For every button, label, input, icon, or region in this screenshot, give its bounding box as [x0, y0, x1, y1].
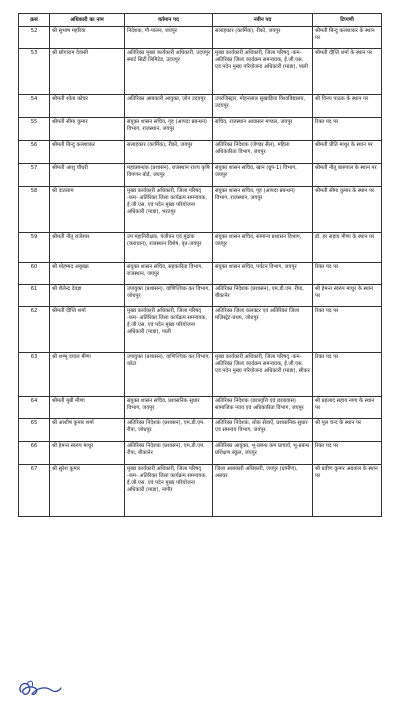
row-current-post: अतिरिक्त मुख्य कार्यकारी अधिकारी, उदयपुर स्मार्ट सिटी लिमिटेड, उदयपुर	[125, 49, 213, 95]
table-row	[19, 187, 382, 233]
row-current-post: मुख्य कार्यकारी अधिकारी, जिला परिषद् -कम- अतिरिक्त जिला कार्यक्रम समन्वयक, ई.जी.एस. एवं पदेन मुख्य परियोजना अधिकारी (माडा), भरतपुर	[125, 187, 213, 233]
row-current-post: संयुक्त शासन सचिव, गृह (आपदा प्रबन्धन) विभाग, राजस्थान, जयपुर	[125, 118, 213, 141]
table-row	[19, 353, 382, 397]
header-current-post: वर्तमान पद	[125, 14, 213, 27]
table-row	[19, 95, 382, 118]
table-row	[19, 164, 382, 187]
row-officer-name: श्रीमती सीमा कुमार	[50, 118, 125, 141]
row-serial: 52	[19, 27, 50, 49]
row-officer-name: श्रीमती बिन्दु कलशाकर	[50, 141, 125, 164]
row-current-post: उप महानिरीक्षक, पंजीयन एवं मुद्रांक (कराधान), राजस्थान विशेष, वृत-जयपुर	[125, 233, 213, 263]
row-officer-name: श्री मोहम्मद अबूबक्र	[50, 263, 125, 285]
row-new-post: संयुक्त शासन सचिव, पर्यटन विभाग, जयपुर	[213, 263, 313, 285]
row-new-post: मुख्य कार्यकारी अधिकारी, जिला परिषद् -कम- अतिरिक्त जिला कार्यक्रम समन्वयक, ई.जी.एस. एवं पदेन मुख्य परियोजना अधिकारी (माडा), पाली	[213, 49, 313, 95]
table-row	[19, 141, 382, 164]
header-remark: टिप्पणी	[313, 14, 382, 27]
header-row	[19, 14, 382, 27]
row-remark: श्री प्रहलाद सहाय नागा के स्थान पर	[313, 397, 382, 419]
row-current-post: उपायुक्त (प्रशासन), वाणिज्यिक कर विभाग, कोटा	[125, 353, 213, 397]
row-new-post: उपरजिस्ट्रार, मोहनलाल सुखाड़िया विश्वविद्यालय, उदयपुर	[213, 95, 313, 118]
row-remark: श्रीमती बिन्दु कलशाकर के स्थान पर	[313, 27, 382, 49]
row-remark: श्री विनय पाठक के स्थान पर	[313, 95, 382, 118]
row-officer-name: श्री शम्भू दयाल मीणा	[50, 353, 125, 397]
row-current-post: अतिरिक्त निदेशक (प्रशासन), एम.डी.एम. रीपा, बीकानेर	[125, 442, 213, 465]
row-serial: 60	[19, 263, 50, 285]
transfer-order-page	[18, 13, 381, 517]
row-serial: 63	[19, 353, 50, 397]
row-new-post: अतिरिक्त निदेशक (छात्रवृत्ति एवं छात्रावास) सामाजिक न्याय एवं अधिकारिता विभाग, जयपुर	[213, 397, 313, 419]
table-row	[19, 285, 382, 307]
row-serial: 62	[19, 307, 50, 353]
row-new-post: संयुक्त शासन सचिव, गृह (आपदा प्रबन्धन) विभाग, राजस्थान, जयपुर	[213, 187, 313, 233]
row-remark: रिक्त पद पर	[313, 353, 382, 397]
row-current-post: सलाहकार (कार्मिक), रीको, जयपुर	[125, 141, 213, 164]
row-remark: श्रीमती दीप्ति शर्मा के स्थान पर	[313, 49, 382, 95]
row-new-post: संयुक्त शासन सचिव, सामान्य प्रशासन विभाग, जयपुर	[213, 233, 313, 263]
table-row	[19, 49, 382, 95]
row-current-post: संयुक्त शासन सचिव, सहकारिता विभाग, राजस्थान, जयपुर	[125, 263, 213, 285]
row-new-post: अतिरिक्त जिला कलक्टर एवं अतिरिक्त जिला मजिस्ट्रेट-प्रथम, जोधपुर	[213, 307, 313, 353]
row-officer-name: श्री सुभाष महरिया	[50, 27, 125, 49]
row-serial: 56	[19, 141, 50, 164]
header-officer-name: अधिकारी का नाम	[50, 14, 125, 27]
row-remark: रिक्त पद पर	[313, 118, 382, 141]
table-row	[19, 397, 382, 419]
row-officer-name: श्री आशीष कुमार शर्मा	[50, 419, 125, 442]
transfer-table	[18, 13, 382, 517]
row-officer-name: श्रीमती आशु चौधरी	[50, 164, 125, 187]
row-officer-name: श्री शैलेन्द्र देवड़ा	[50, 285, 125, 307]
signature-mark	[15, 676, 65, 702]
row-remark: रिक्त पद पर	[313, 442, 382, 465]
row-remark: श्री हेमन्त स्वरुप माथुर के स्थान पर	[313, 285, 382, 307]
row-remark: रिक्त पद पर	[313, 263, 382, 285]
table-row	[19, 419, 382, 442]
row-officer-name: श्री सुरेश कुमार	[50, 465, 125, 517]
row-serial: 64	[19, 397, 50, 419]
header-serial: क्रसं	[19, 14, 50, 27]
row-new-post: अतिरिक्त आयुक्त, भू-प्रबन्ध कम प्राचार्य, भू-प्रबन्ध प्रशिक्षण स्कूल, जयपुर	[213, 442, 313, 465]
row-remark: श्री प्रवीण कुमार अग्रवाल के स्थान पर	[313, 465, 382, 517]
row-serial: 58	[19, 187, 50, 233]
row-serial: 65	[19, 419, 50, 442]
row-officer-name: श्रीमती नीतू राजेश्वर	[50, 233, 125, 263]
table-body	[19, 27, 382, 517]
row-remark: श्रीमती प्रीति माथुर के स्थान पर	[313, 141, 382, 164]
row-remark: डॉ. हर सहाय मीणा के स्थान पर	[313, 233, 382, 263]
table-row	[19, 442, 382, 465]
row-new-post: सलाहकार (कार्मिक), रीको, जयपुर	[213, 27, 313, 49]
row-serial: 53	[19, 49, 50, 95]
row-current-post: उपायुक्त (प्रशासन), वाणिज्यिक कर विभाग, जोधपुर	[125, 285, 213, 307]
row-current-post: निदेशक, गौ-पालन, जयपुर	[125, 27, 213, 49]
row-officer-name: श्री छोगाराम देवासी	[50, 49, 125, 95]
table-row	[19, 307, 382, 353]
row-current-post: संयुक्त शासन सचिव, प्रशासनिक सुधार विभाग, जयपुर	[125, 397, 213, 419]
row-new-post: संयुक्त शासन सचिव, खान (ग्रुप-1) विभाग, जयपुर	[213, 164, 313, 187]
row-remark: श्रीमती नीतू बारुपाल के स्थान पर	[313, 164, 382, 187]
row-current-post: मुख्य कार्यकारी अधिकारी, जिला परिषद् -कम- अतिरिक्त जिला कार्यक्रम समन्वयक, ई.जी.एस. एवं पदेन मुख्य परियोजना अधिकारी (माडा), पाली	[125, 307, 213, 353]
row-current-post: महाप्रबन्धक (प्रशासन), राजस्थान राज्य कृषि विपणन बोर्ड, जयपुर	[125, 164, 213, 187]
row-current-post: मुख्य कार्यकारी अधिकारी, जिला परिषद् -कम- अतिरिक्त जिला कार्यक्रम समन्वयक, ई.जी.एस. एवं पदेन मुख्य परियोजना अधिकारी (माडा), नागौर	[125, 465, 213, 517]
table-row	[19, 465, 382, 517]
row-officer-name: श्री हेमन्त स्वरुप माथुर	[50, 442, 125, 465]
row-serial: 67	[19, 465, 50, 517]
row-serial: 61	[19, 285, 50, 307]
row-remark: रिक्त पद पर	[313, 307, 382, 353]
row-serial: 66	[19, 442, 50, 465]
row-new-post: अतिरिक्त निदेशक (जेण्डर सैल), महिला अधिकारिता विभाग, जयपुर	[213, 141, 313, 164]
table-row	[19, 233, 382, 263]
table-row	[19, 27, 382, 49]
row-serial: 59	[19, 233, 50, 263]
row-serial: 54	[19, 95, 50, 118]
header-new-post: नवीन पद	[213, 14, 313, 27]
row-serial: 57	[19, 164, 50, 187]
row-new-post: अतिरिक्त निदेशक, लोक सेवाऐं, प्रशासनिक सुधार एवं समन्वय विभाग, जयपुर	[213, 419, 313, 442]
row-new-post: अतिरिक्त निदेशक (प्रशासन), एम.डी.एम. रीपा, बीकानेर	[213, 285, 313, 307]
row-new-post: मुख्य कार्यकारी अधिकारी, जिला परिषद् -कम- अतिरिक्त जिला कार्यक्रम समन्वयक, ई.जी.एस. एवं पदेन मुख्य परियोजना अधिकारी (माडा), सीकर	[213, 353, 313, 397]
row-officer-name: श्रीमती मुन्नी मीणा	[50, 397, 125, 419]
row-new-post: सचिव, राजस्थान आवासन मण्डल, जयपुर	[213, 118, 313, 141]
row-officer-name: श्री दाताराम	[50, 187, 125, 233]
row-new-post: जिला आबकारी अधिकारी, जयपुर (ग्रामीण), अलवर	[213, 465, 313, 517]
row-serial: 55	[19, 118, 50, 141]
row-current-post: अतिरिक्त आबकारी आयुक्त, ज़ोन उदयपुर	[125, 95, 213, 118]
table-row	[19, 118, 382, 141]
row-remark: श्रीमती सीमा कुमार के स्थान पर	[313, 187, 382, 233]
row-officer-name: श्रीमती दीप्ति शर्मा	[50, 307, 125, 353]
row-officer-name: श्रीमती श्वेता कोचर	[50, 95, 125, 118]
table-row	[19, 263, 382, 285]
row-remark: श्री मूल चन्द के स्थान पर	[313, 419, 382, 442]
row-current-post: अतिरिक्त निदेशक (प्रशासन), एम.डी.एम. रीपा, जोधपुर	[125, 419, 213, 442]
